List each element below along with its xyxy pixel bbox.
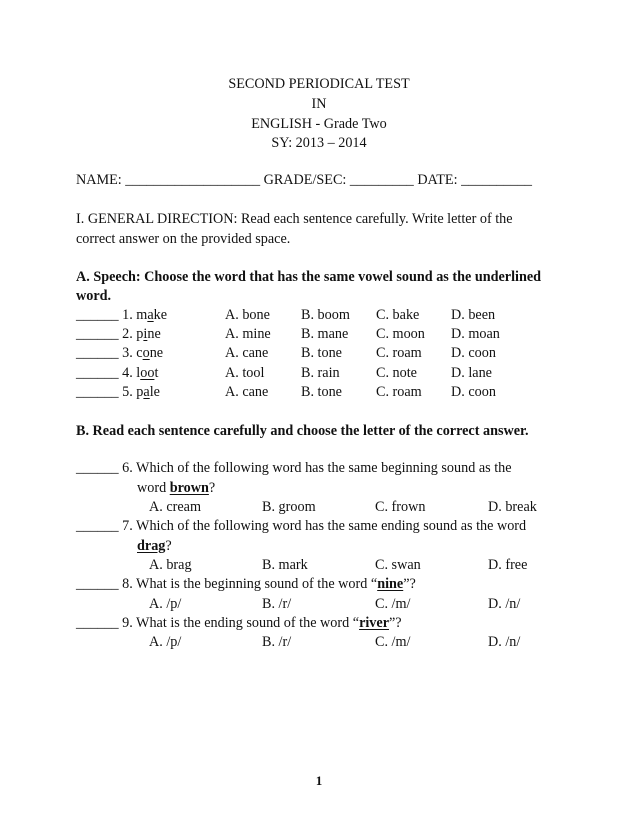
choice-d: D. lane bbox=[451, 365, 492, 381]
choice-a: A. brag bbox=[149, 557, 192, 573]
choice-b: B. mark bbox=[262, 557, 308, 573]
general-direction-line1: I. GENERAL DIRECTION: Read each sentence carefully. Write letter of the bbox=[76, 211, 513, 227]
name-label: NAME: bbox=[76, 172, 122, 188]
choice-b: B. groom bbox=[262, 499, 316, 515]
question-7 bbox=[76, 518, 526, 535]
question-number: 8. bbox=[122, 576, 133, 592]
test-title-in: IN bbox=[311, 96, 327, 112]
grade-blank[interactable]: _________ bbox=[349, 172, 414, 188]
test-subject: ENGLISH - Grade Two bbox=[251, 116, 387, 132]
choice-c: C. note bbox=[376, 365, 417, 381]
question-text: What is the beginning sound of the word “nine”? bbox=[136, 576, 416, 592]
choice-c: C. bake bbox=[376, 307, 420, 323]
choice-b: B. /r/ bbox=[262, 634, 292, 650]
choice-b: B. tone bbox=[301, 345, 342, 361]
test-title: SECOND PERIODICAL TEST bbox=[228, 76, 410, 92]
question-8 bbox=[76, 576, 416, 593]
answer-blank[interactable]: ______ bbox=[76, 326, 119, 342]
underlined-vowel: a bbox=[147, 307, 154, 323]
underlined-vowel: i bbox=[143, 326, 148, 342]
section-a-heading: A. Speech: Choose the word that has the same vowel sound as the underlined bbox=[76, 269, 542, 285]
section-a-heading-cont: word. bbox=[76, 288, 112, 304]
item-number: 5. bbox=[122, 384, 133, 400]
choice-c: C. frown bbox=[375, 499, 426, 515]
item-word: pale bbox=[136, 384, 160, 400]
item-number: 4. bbox=[122, 365, 133, 381]
question-9 bbox=[76, 615, 402, 632]
choice-d: D. been bbox=[451, 307, 496, 323]
item-number: 2. bbox=[122, 326, 133, 342]
choice-c: C. swan bbox=[375, 557, 421, 573]
question-number: 9. bbox=[122, 615, 133, 631]
choice-c: C. /m/ bbox=[375, 596, 411, 612]
answer-blank[interactable]: ______ bbox=[76, 460, 119, 476]
choice-a: A. cane bbox=[225, 345, 269, 361]
student-info-line bbox=[76, 172, 532, 189]
question-6-cont: word brown? bbox=[137, 480, 216, 496]
page-number: 1 bbox=[315, 773, 323, 788]
choice-b: B. tone bbox=[301, 384, 342, 400]
choice-a: A. bone bbox=[225, 307, 270, 323]
choice-a: A. cane bbox=[225, 384, 269, 400]
choice-c: C. /m/ bbox=[375, 634, 411, 650]
answer-blank[interactable]: ______ bbox=[76, 518, 119, 534]
choice-c: C. moon bbox=[376, 326, 425, 342]
choice-b: B. boom bbox=[301, 307, 350, 323]
item-word: make bbox=[136, 307, 168, 323]
choice-d: D. free bbox=[488, 557, 528, 573]
choice-d: D. coon bbox=[451, 345, 496, 361]
grade-label: GRADE/SEC: bbox=[263, 172, 347, 188]
item-word: loot bbox=[136, 365, 159, 381]
section-b-heading: B. Read each sentence carefully and choose the letter of the correct answer. bbox=[76, 423, 529, 439]
choice-b: B. rain bbox=[301, 365, 340, 381]
choice-b: B. /r/ bbox=[262, 596, 292, 612]
key-word: brown bbox=[169, 480, 209, 496]
name-blank[interactable]: ___________________ bbox=[125, 172, 261, 188]
question-number: 6. bbox=[122, 460, 133, 476]
answer-blank[interactable]: ______ bbox=[76, 307, 119, 323]
choice-a: A. tool bbox=[225, 365, 265, 381]
item-number: 1. bbox=[122, 307, 133, 323]
question-6 bbox=[76, 460, 512, 477]
choice-a: A. /p/ bbox=[149, 596, 182, 612]
choice-d: D. /n/ bbox=[488, 596, 521, 612]
choice-c: C. roam bbox=[376, 384, 422, 400]
date-label: DATE: bbox=[417, 172, 458, 188]
key-word: nine bbox=[377, 576, 404, 592]
answer-blank[interactable]: ______ bbox=[76, 576, 119, 592]
choice-b: B. mane bbox=[301, 326, 349, 342]
item-number: 3. bbox=[122, 345, 133, 361]
choice-d: D. /n/ bbox=[488, 634, 521, 650]
item-word: pine bbox=[136, 326, 161, 342]
item-word: cone bbox=[136, 345, 164, 361]
key-word: drag bbox=[137, 538, 166, 554]
choice-d: D. moan bbox=[451, 326, 500, 342]
underlined-vowel: oo bbox=[140, 365, 155, 381]
question-text: Which of the following word has the same beginning sound as the bbox=[136, 460, 512, 476]
choice-a: A. /p/ bbox=[149, 634, 182, 650]
question-number: 7. bbox=[122, 518, 133, 534]
school-year: SY: 2013 – 2014 bbox=[271, 135, 367, 151]
date-blank[interactable]: __________ bbox=[461, 172, 532, 188]
answer-blank[interactable]: ______ bbox=[76, 345, 119, 361]
choice-d: D. coon bbox=[451, 384, 496, 400]
choice-d: D. break bbox=[488, 499, 537, 515]
underlined-vowel: o bbox=[142, 345, 150, 361]
question-text: What is the ending sound of the word “river”? bbox=[136, 615, 402, 631]
choice-a: A. mine bbox=[225, 326, 271, 342]
answer-blank[interactable]: ______ bbox=[76, 365, 119, 381]
choice-a: A. cream bbox=[149, 499, 201, 515]
question-7-cont: drag? bbox=[137, 538, 172, 554]
choice-c: C. roam bbox=[376, 345, 422, 361]
question-text: Which of the following word has the same ending sound as the word bbox=[136, 518, 527, 534]
key-word: river bbox=[359, 615, 389, 631]
underlined-vowel: a bbox=[143, 384, 150, 400]
answer-blank[interactable]: ______ bbox=[76, 615, 119, 631]
general-direction-line2: correct answer on the provided space. bbox=[76, 231, 291, 247]
answer-blank[interactable]: ______ bbox=[76, 384, 119, 400]
